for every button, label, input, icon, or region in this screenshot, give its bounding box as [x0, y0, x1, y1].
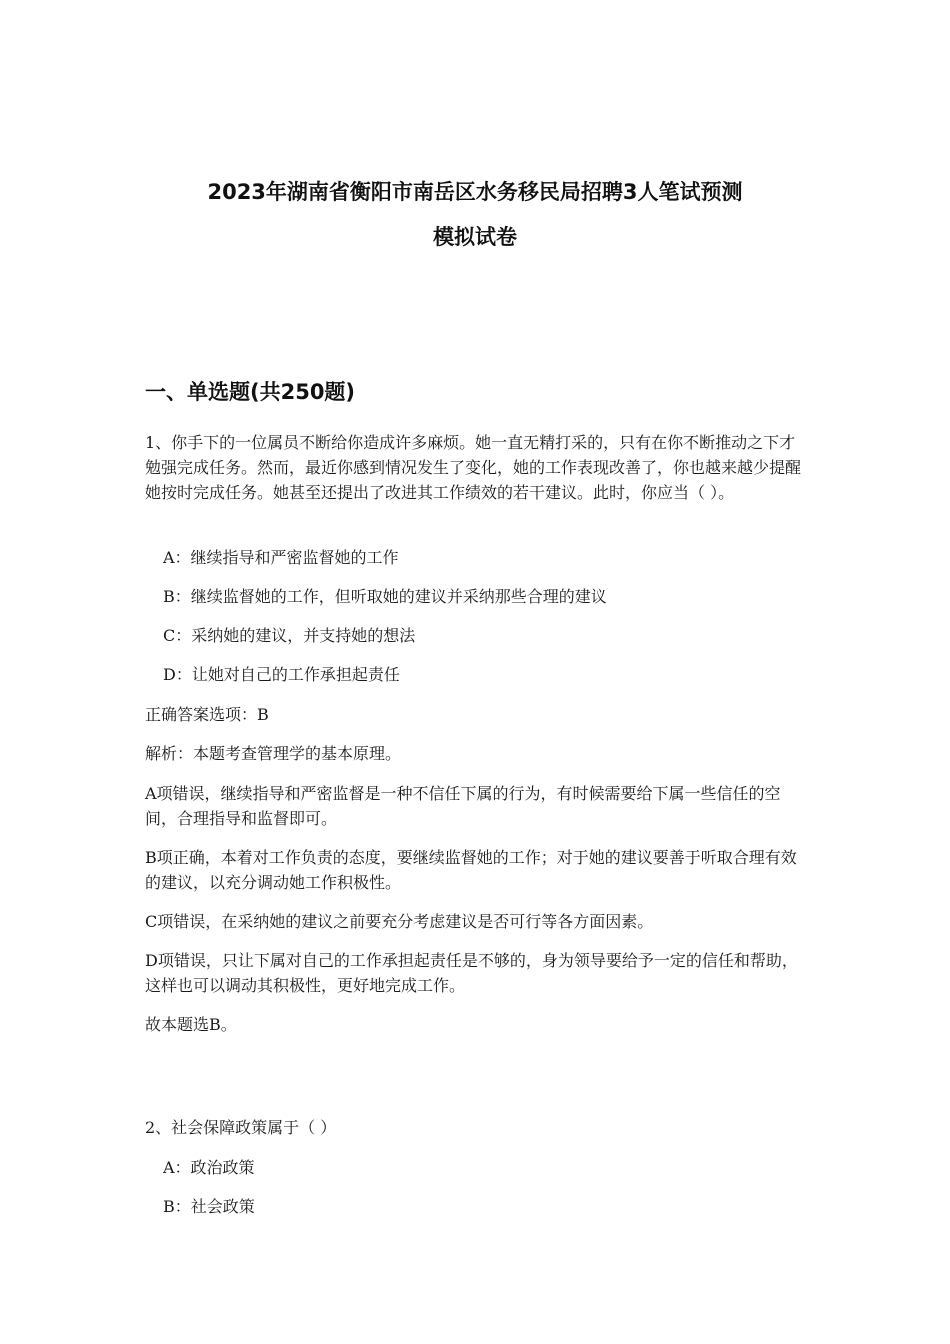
question-1-option-b: B：继续监督她的工作，但听取她的建议并采纳那些合理的建议 [163, 587, 607, 606]
question-1-option-c: C：采纳她的建议，并支持她的想法 [163, 626, 416, 645]
question-2-option-a: A：政治政策 [163, 1158, 255, 1177]
question-1-option-d: D：让她对自己的工作承担起责任 [163, 665, 400, 684]
question-1-stem: 1、你手下的一位属员不断给你造成许多麻烦。她一直无精打采的，只有在你不断推动之下才勉强完成任务。然而，最近你感到情况发生了变化，她的工作表现改善了，你也越来越少提醒她按时完成任务。她甚至还提出了改进其工作绩效的若干建议。此时，你应当（ ）。 [145, 433, 802, 502]
question-1-analysis-b: B项正确，本着对工作负责的态度，要继续监督她的工作；对于她的建议要善于听取合理有效的建议，以充分调动她工作积极性。 [145, 848, 797, 892]
question-1-analysis-c: C项错误，在采纳她的建议之前要充分考虑建议是否可行等各方面因素。 [145, 912, 654, 931]
question-1-answer: 正确答案选项：B [145, 705, 269, 724]
question-2-stem: 2、社会保障政策属于（ ） [145, 1118, 337, 1137]
question-1-option-a: A：继续指导和严密监督她的工作 [163, 548, 399, 567]
question-1-analysis-d: D项错误，只让下属对自己的工作承担起责任是不够的，身为领导要给予一定的信任和帮助，这样也可以调动其积极性，更好地完成工作。 [145, 951, 798, 995]
title-line-2: 模拟试卷 [433, 225, 517, 249]
title-line-1: 2023年湖南省衡阳市南岳区水务移民局招聘3人笔试预测 [207, 180, 743, 204]
document-title [140, 170, 810, 260]
question-2-option-b: B：社会政策 [163, 1197, 255, 1216]
section-heading: 一、单选题(共250题) [145, 380, 356, 404]
question-1-conclusion: 故本题选B。 [145, 1015, 237, 1034]
question-1-analysis-intro: 解析：本题考查管理学的基本原理。 [145, 744, 402, 763]
question-1-analysis-a: A项错误，继续指导和严密监督是一种不信任下属的行为，有时候需要给下属一些信任的空间，合理指导和监督即可。 [145, 784, 781, 828]
